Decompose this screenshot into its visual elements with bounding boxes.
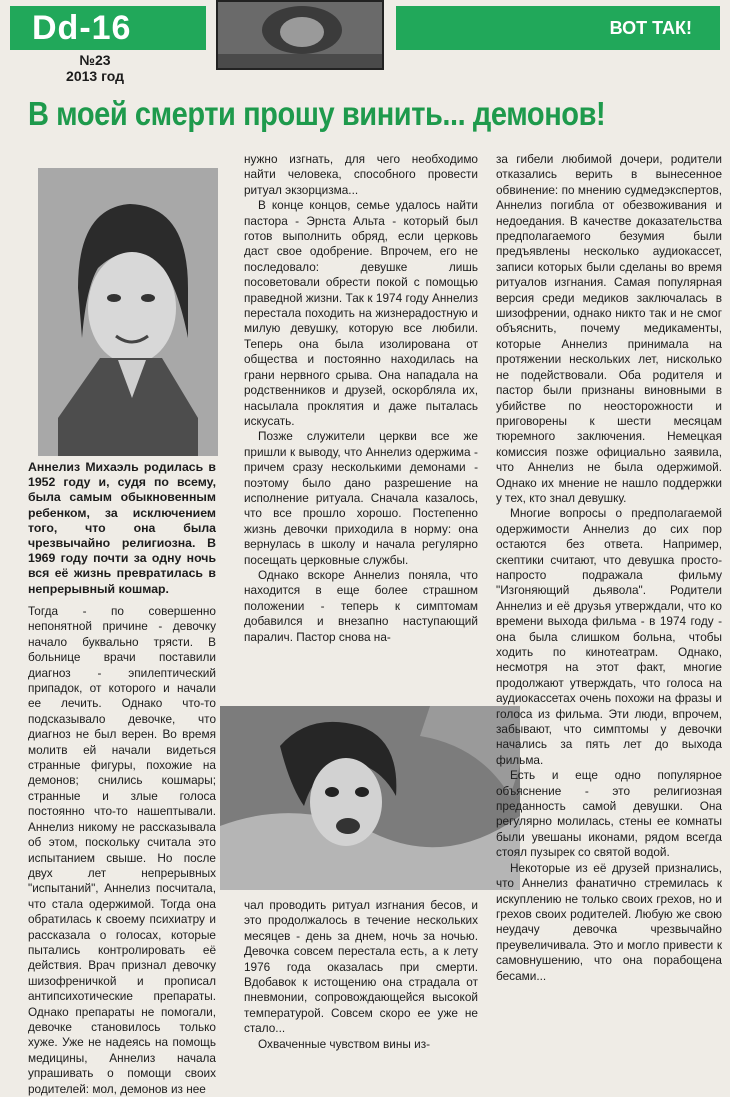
column-2-paragraph-5: чал проводить ритуал изгнания бесов, и это продолжалось в течение нескольких месяцев - день за днем, ночь за ночью. Девочка совсем перестала есть, а к лету 1976 года оказалась при смерти. Вдобавок к истощению она страдала от пневмонии, сопровождающейся высокой температурой. Совсем скоро ее уже не стало... <box>244 898 478 1036</box>
section-code: Dd-16 <box>32 9 132 47</box>
article-column-2 <box>244 152 478 645</box>
column-1-paragraph-1: Тогда - по совершенно непонятной причине - девочку начало буквально трясти. В больнице врачи поставили диагноз - эпилептический припадок, от которого и начали ее лечить. Однако что-то подсказывало девочке, что диагноз не был верен. Во время молитв ей начали видеться странные фигуры, похожие на демонов; снились кошмары; странные и злые голоса постоянно что-то нашептывали. Аннелиз никому не рассказывала об этом, поскольку считала это испытанием свыше. Но после двух лет непрерывных "испытаний", Аннелиз посчитала, что стала одержимой. Тогда она обратилась к своему психиатру и рассказала о голосах, которые пытались контролировать её действия. Врач признал девочку шизофреничкой и прописал антипсихотические препараты. Однако препараты не помогали, девочке становилось только хуже. Уже не надеясь на помощь медицины, Аннелиз начала упрашивать о помощи своих родителей: мол, демонов из нее <box>28 604 216 1096</box>
portrait-photo <box>38 168 218 456</box>
lead-paragraph: Аннелиз Михаэль родилась в 1952 году и, судя по всему, была самым обыкновенным ребенком, за исключением того, что она была чрезвычайно религиозна. В 1969 году почти за одну ночь вся её жизнь превратилась в непрерывный кошмар. <box>28 460 216 596</box>
issue-info <box>50 52 140 84</box>
article-column-2-continued <box>244 898 478 1052</box>
column-2-paragraph-4: Однако вскоре Аннелиз поняла, что находится в еще более страшном положении - теперь к симптомам добавился и внезапно наступающий паралич. Пастор снова на- <box>244 567 478 644</box>
column-2-paragraph-1: нужно изгнать, для чего необходимо найти человека, способного провести ритуал экзорцизма... <box>244 152 478 197</box>
header-photo <box>216 0 384 70</box>
column-2-paragraph-3: Позже служители церкви все же пришли к выводу, что Аннелиз одержима - причем сразу несколькими демонами - поэтому было дано разрешение на исполнение ритуала. Сначала казалось, что все прошло хорошо. Постепенно жизнь девочки приходила в норму: она вернулась в школу и начала регулярно посещать церковные службы. <box>244 429 478 567</box>
article-column-3 <box>496 152 722 984</box>
column-3-paragraph-3: Есть и еще одно популярное объяснение - это религиозная преданность самой девушки. Она регулярно молилась, стены ее комнаты были увешаны иконами, рядом всегда стоял пузырек со святой водой. <box>496 768 722 860</box>
column-3-paragraph-2: Многие вопросы о предполагаемой одержимости Аннелиз до сих пор остаются без ответа. Например, скептики считают, что девушка просто-напросто подражала фильму "Изгоняющий дьявола". Родители Аннелиз и её друзья утверждали, что ко времени выхода фильма - в 1974 году - она была слишком больна, чтобы ходить по кинотеатрам. Однако, несмотря на этот факт, многие продолжают утверждать, что голоса на аудиокассетах очень похожи на фразы и голоса из фильма. Эти люди, впрочем, забывают, что симптомы у девочки начались за пять лет до выхода фильма. <box>496 506 722 767</box>
section-code-bar <box>10 6 206 50</box>
column-2-paragraph-6: Охваченные чувством вины из- <box>258 1036 431 1051</box>
issue-year: 2013 год <box>66 68 124 84</box>
article-column-1 <box>28 604 216 1097</box>
issue-number: №23 <box>79 52 111 68</box>
article-headline: В моей смерти прошу винить... демонов! <box>28 95 606 132</box>
bedridden-photo <box>220 706 520 890</box>
rubric-label: ВОТ ТАК! <box>609 18 692 38</box>
column-3-paragraph-1: за гибели любимой дочери, родители отказались верить в вынесенное обвинение: по мнению судмедэкспертов, Аннелиз погибла от обезвоживания и недоедания. В качестве доказательства предполагаемого безумия были предъявлены несколько аудиокассет, записи которых были сделаны во время ритуалов изгнания. Самая популярная версия среди медиков заключалась в шизофрении, однако никто так и не смог объяснить, почему медикаменты, которые Аннелиз принимала на протяжении нескольких лет, нисколько не подействовали. Оба родителя и пастор были признаны виновными в убийстве по неосторожности и приговорены к шести месяцам тюремного заключения. Немецкая комиссия позже официально заявила, что Аннелиз не была одержимой. Однако их мнение не нашло поддержки у тех, кто знал девушку. <box>496 152 722 505</box>
article-lead <box>28 460 216 597</box>
column-2-paragraph-2: В конце концов, семье удалось найти пастора - Эрнста Альта - который был готов выполнить обряд, если церковь даст свое одобрение. Впрочем, его не последовало: девушке лишь посоветовали обрести покой с помощью праведной жизни. Так к 1974 году Аннелиз перестала походить на жизнерадостную и милую девушку, которую все любили. Теперь она была изолирована от общества и постоянно находилась на грани нервного срыва. Она нападала на родственников и друзей, оскорбляла их, насылала проклятия и даже пыталась искусать. <box>244 198 478 428</box>
rubric-bar <box>396 6 720 50</box>
column-3-paragraph-4: Некоторые из её друзей признались, что Аннелиз фанатично стремилась к искуплению не только своих грехов, но и грехов своих родителей. Любую же свою неудачу девочка чрезвычайно преувеличивала. Это и могло привести к самовнушению, что она порабощена бесами... <box>496 860 722 983</box>
